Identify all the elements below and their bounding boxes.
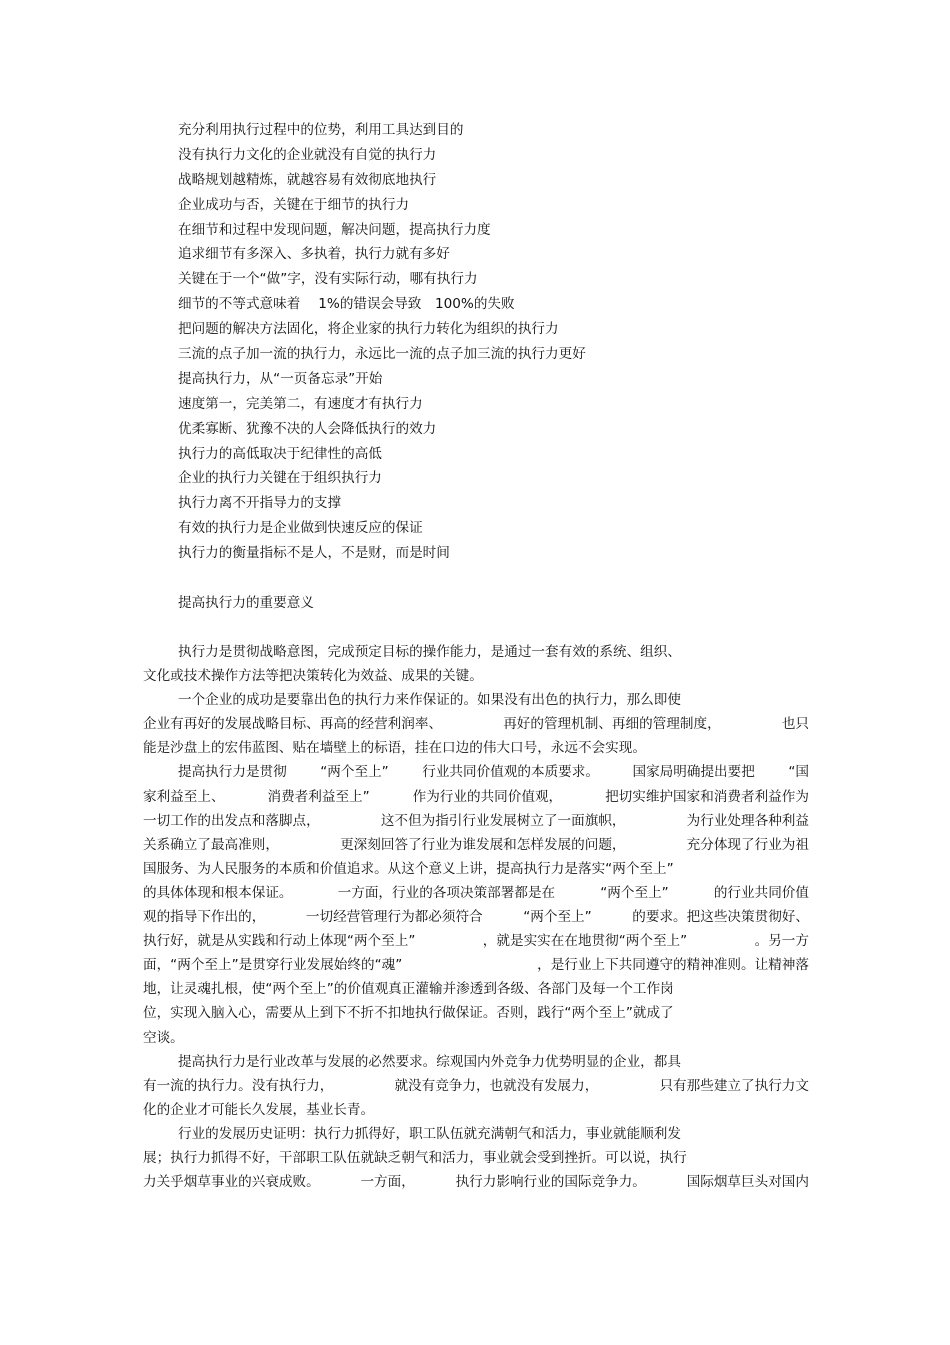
maxim-line: 在细节和过程中发现问题，解决问题，提高执行力度 bbox=[178, 221, 491, 238]
text-segment: 有一流的执行力。没有执行力， bbox=[143, 1077, 334, 1094]
text-segment: 能是沙盘上的宏伟蓝图、贴在墙壁上的标语，挂在口边的伟大口号，永远不会实现。 bbox=[143, 740, 646, 757]
text-segment: 一个企业的成功是要靠出色的执行力来作保证的。如果没有出色的执行力，那么即使 bbox=[178, 692, 681, 709]
maxim-line: 战略规划越精炼，就越容易有效彻底地执行 bbox=[178, 171, 437, 188]
text-segment: 面，“两个至上”是贯穿行业发展始终的“魂” bbox=[143, 957, 403, 974]
text-segment: “两个至上” bbox=[320, 764, 389, 781]
text-segment: 执行力影响行业的国际竞争力。 bbox=[455, 1174, 646, 1191]
text-line bbox=[143, 1122, 809, 1146]
maxim-line: 细节的不等式意味着 1%的错误会导致 100%的失败 bbox=[178, 296, 515, 313]
maxim-line: 速度第一，完美第二，有速度才有执行力 bbox=[178, 395, 423, 412]
text-segment: 观的指导下作出的， bbox=[143, 909, 266, 926]
text-line bbox=[143, 736, 809, 760]
text-line bbox=[143, 1074, 809, 1098]
text-segment: 提高执行力是贯彻 bbox=[178, 764, 287, 781]
text-segment: 执行好，就是从实践和行动上体现“两个至上” bbox=[143, 933, 416, 950]
text-segment: 展；执行力抓得不好，干部职工队伍就缺乏朝气和活力，事业就会受到挫折。可以说，执行 bbox=[143, 1149, 687, 1166]
text-line bbox=[143, 1146, 809, 1170]
maxim-line: 企业成功与否，关键在于细节的执行力 bbox=[178, 196, 410, 213]
text-segment: 充分体现了行业为祖 bbox=[686, 836, 809, 853]
text-line bbox=[143, 1026, 809, 1050]
text-segment: 的具体体现和根本保证。 bbox=[143, 884, 293, 901]
text-segment: 消费者利益至上” bbox=[267, 788, 370, 805]
maxim-list bbox=[178, 118, 818, 566]
text-segment: 执行力是贯彻战略意图，完成预定目标的操作能力，是通过一套有效的系统、组织、 bbox=[178, 644, 681, 660]
text-line bbox=[143, 664, 809, 688]
text-line bbox=[143, 640, 809, 664]
text-segment: 提高执行力是行业改革与发展的必然要求。综观国内外竞争力优势明显的企业，都具 bbox=[178, 1053, 681, 1070]
text-segment: 关系确立了最高准则， bbox=[143, 836, 279, 853]
maxim-line: 追求细节有多深入、多执着，执行力就有多好 bbox=[178, 246, 450, 263]
text-line bbox=[143, 760, 809, 784]
text-line bbox=[143, 688, 809, 712]
text-segment: ，是行业上下共同遵守的精神准则。让精神落 bbox=[537, 957, 809, 974]
text-line bbox=[143, 785, 809, 809]
text-segment: 空谈。 bbox=[143, 1029, 184, 1046]
text-line bbox=[143, 977, 809, 1001]
text-segment: 文化或技术操作方法等把决策转化为效益、成果的关键。 bbox=[143, 668, 483, 685]
text-segment: 的行业共同价值 bbox=[713, 884, 809, 901]
text-segment: 位，实现入脑入心，需要从上到下不折不扣地执行做保证。否则，践行“两个至上”就成了 bbox=[143, 1005, 674, 1022]
text-segment: 企业有再好的发展战略目标、再高的经营利润率、 bbox=[143, 716, 443, 733]
text-segment: 一切经营管理行为都必须符合 bbox=[305, 909, 483, 926]
text-segment: 行业的发展历史证明：执行力抓得好，职工队伍就充满朝气和活力，事业就能顺利发 bbox=[178, 1125, 681, 1142]
text-segment: 一方面，行业的各项决策部署都是在 bbox=[337, 884, 556, 901]
text-line bbox=[143, 1098, 809, 1122]
text-line bbox=[143, 712, 809, 736]
maxim-line: 执行力离不开指导力的支撑 bbox=[178, 495, 342, 512]
text-line bbox=[143, 905, 809, 929]
text-segment: 再好的管理机制、再细的管理制度， bbox=[503, 716, 721, 733]
text-line bbox=[143, 809, 809, 833]
text-segment: “两个至上” bbox=[600, 884, 669, 901]
text-segment: 更深刻回答了行业为谁发展和怎样发展的问题， bbox=[340, 836, 626, 853]
text-line bbox=[143, 953, 809, 977]
text-segment: 行业共同价值观的本质要求。 bbox=[422, 764, 599, 781]
maxim-line: 企业的执行力关键在于组织执行力 bbox=[178, 470, 382, 487]
text-line bbox=[143, 1001, 809, 1025]
text-segment: 的要求。把这些决策贯彻好、 bbox=[632, 909, 809, 926]
section-heading: 提高执行力的重要意义 bbox=[178, 595, 314, 611]
text-segment: 地，让灵魂扎根，使“两个至上”的价值观真正灌输并渗透到各级、各部门及每一个工作岗 bbox=[143, 981, 674, 998]
text-segment: 力关乎烟草事业的兴衰成败。 bbox=[143, 1174, 320, 1191]
text-line bbox=[143, 1050, 809, 1074]
text-line bbox=[143, 881, 809, 905]
text-segment: “两个至上” bbox=[523, 909, 592, 926]
body-text bbox=[143, 640, 809, 1194]
text-segment: 国服务、为人民服务的本质和价值追求。从这个意义上讲，提高执行力是落实“两个至上” bbox=[143, 860, 674, 877]
text-line bbox=[143, 833, 809, 857]
text-segment: “国 bbox=[788, 764, 809, 781]
text-segment: 一方面， bbox=[360, 1174, 415, 1191]
text-segment: 。另一方 bbox=[754, 933, 809, 950]
text-segment: ，就是实实在在地贯彻“两个至上” bbox=[482, 933, 688, 950]
text-segment: 只有那些建立了执行力文 bbox=[659, 1077, 809, 1094]
text-line bbox=[143, 857, 809, 881]
text-segment: 国家局明确提出要把 bbox=[632, 764, 755, 781]
maxim-line: 把问题的解决方法固化，将企业家的执行力转化为组织的执行力 bbox=[178, 321, 559, 338]
text-segment: 也只 bbox=[781, 716, 809, 733]
text-segment: 这不但为指引行业发展树立了一面旗帜， bbox=[380, 812, 626, 829]
text-line bbox=[143, 929, 809, 953]
text-segment: 化的企业才可能长久发展，基业长青。 bbox=[143, 1101, 375, 1118]
maxim-line: 关键在于一个“做”字，没有实际行动，哪有执行力 bbox=[178, 271, 478, 288]
maxim-line: 优柔寡断、犹豫不决的人会降低执行的效力 bbox=[178, 420, 437, 437]
text-segment: 国际烟草巨头对国内 bbox=[686, 1174, 809, 1191]
text-segment: 就没有竞争力，也就没有发展力， bbox=[394, 1077, 599, 1094]
maxim-line: 执行力的高低取决于纪律性的高低 bbox=[178, 445, 382, 462]
maxim-line: 有效的执行力是企业做到快速反应的保证 bbox=[178, 520, 423, 537]
maxim-line: 充分利用执行过程中的位势，利用工具达到目的 bbox=[178, 122, 464, 138]
text-segment: 家利益至上、 bbox=[143, 788, 225, 805]
maxim-line: 没有执行力文化的企业就没有自觉的执行力 bbox=[178, 146, 437, 163]
maxim-line: 提高执行力，从“一页备忘录”开始 bbox=[178, 370, 383, 387]
maxim-line: 执行力的衡量指标不是人，不是财，而是时间 bbox=[178, 545, 450, 562]
text-segment: 把切实维护国家和消费者利益作为 bbox=[605, 788, 809, 805]
maxim-line: 三流的点子加一流的执行力，永远比一流的点子加三流的执行力更好 bbox=[178, 346, 586, 363]
text-segment: 作为行业的共同价值观， bbox=[412, 788, 563, 805]
text-line bbox=[143, 1170, 809, 1194]
text-segment: 一切工作的出发点和落脚点， bbox=[143, 812, 320, 829]
text-segment: 为行业处理各种利益 bbox=[686, 812, 809, 829]
